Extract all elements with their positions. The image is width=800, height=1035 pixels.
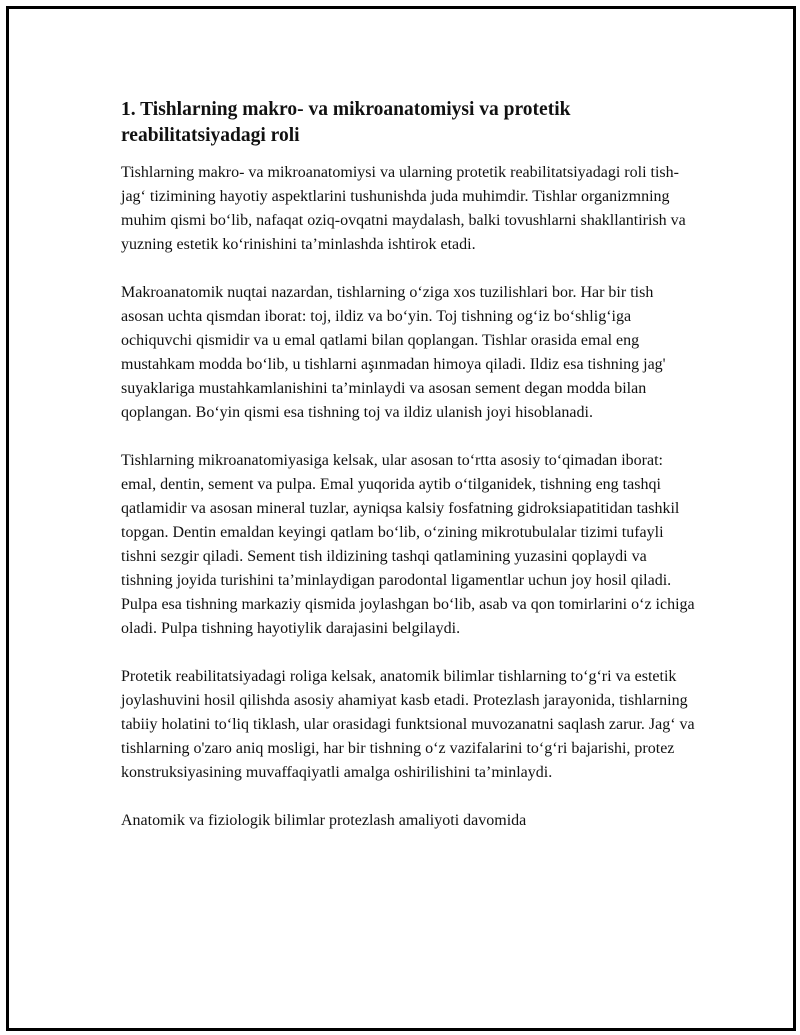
paragraph-continuation: Anatomik va fiziologik bilimlar protezlash amaliyoti davomida <box>121 812 527 829</box>
document-body <box>121 97 696 857</box>
paragraph-intro: Tishlarning makro- va mikroanatomiysi va ularning protetik reabilitatsiyadagi roli tish-jag‘ tizimining hayotiy aspektlarini tushunishda juda muhimdir. Tishlar organizmning muhim qismi bo‘lib, nafaqat oziq-ovqatni maydalash, balki tovushlarni shakllantirish va yuzning estetik ko‘rinishini ta’minlashda ishtirok etadi. <box>121 164 686 253</box>
paragraph-prosthetic-role: Protetik reabilitatsiyadagi roliga kelsak, anatomik bilimlar tishlarning to‘g‘ri va estetik joylashuvini hosil qilishda asosiy ahamiyat kasb etadi. Protezlash jarayonida, tishlarning tabiiy holatini to‘liq tiklash, ular orasidagi funktsional muvozanatni saqlash zarur. Jag‘ va tishlarning o'zaro aniq mosligi, har bir tishning o‘z vazifalarini to‘g‘ri bajarishi, protez konstruksiyasining muvaffaqiyatli amalga oshirilishini ta’minlaydi. <box>121 668 695 781</box>
document-title: 1. Tishlarning makro- va mikroanatomiysi va protetik reabilitatsiyadagi roli <box>121 99 571 146</box>
page-frame <box>6 6 796 1031</box>
paragraph-microanatomy: Tishlarning mikroanatomiyasiga kelsak, ular asosan to‘rtta asosiy to‘qimadan iborat: emal, dentin, sement va pulpa. Emal yuqorida aytib o‘tilganidek, tishning eng tashqi qatlamidir va asosan mineral tuzlar, ayniqsa kalsiy fosfatning gidroksiapatitidan tashkil topgan. Dentin emaldan keyingi qatlam bo‘lib, o‘zining mikrotubulalar tizimi tufayli tishni sezgir qiladi. Sement tish ildizining tashqi qatlamining yuzasini qoplaydi va tishning joyida turishini ta’minlaydigan parodontal ligamentlar uchun joy hosil qiladi. Pulpa esa tishning markaziy qismida joylashgan bo‘lib, asab va qon tomirlarini o‘z ichiga oladi. Pulpa tishning hayotiylik darajasini belgilaydi. <box>121 452 695 637</box>
paragraph-macroanatomy: Makroanatomik nuqtai nazardan, tishlarning o‘ziga xos tuzilishlari bor. Har bir tish asosan uchta qismdan iborat: toj, ildiz va bo‘yin. Toj tishning og‘iz bo‘shlig‘iga ochiquvchi qismidir va u emal qatlami bilan qoplangan. Tishlar orasida emal eng mustahkam modda bo‘lib, u tishlarni aşınmadan himoya qiladi. Ildiz esa tishning jag' suyaklariga mustahkamlanishini ta’minlaydi va asosan sement degan modda bilan qoplangan. Bo‘yin qismi esa tishning toj va ildiz ulanish joyi hisoblanadi. <box>121 284 666 421</box>
